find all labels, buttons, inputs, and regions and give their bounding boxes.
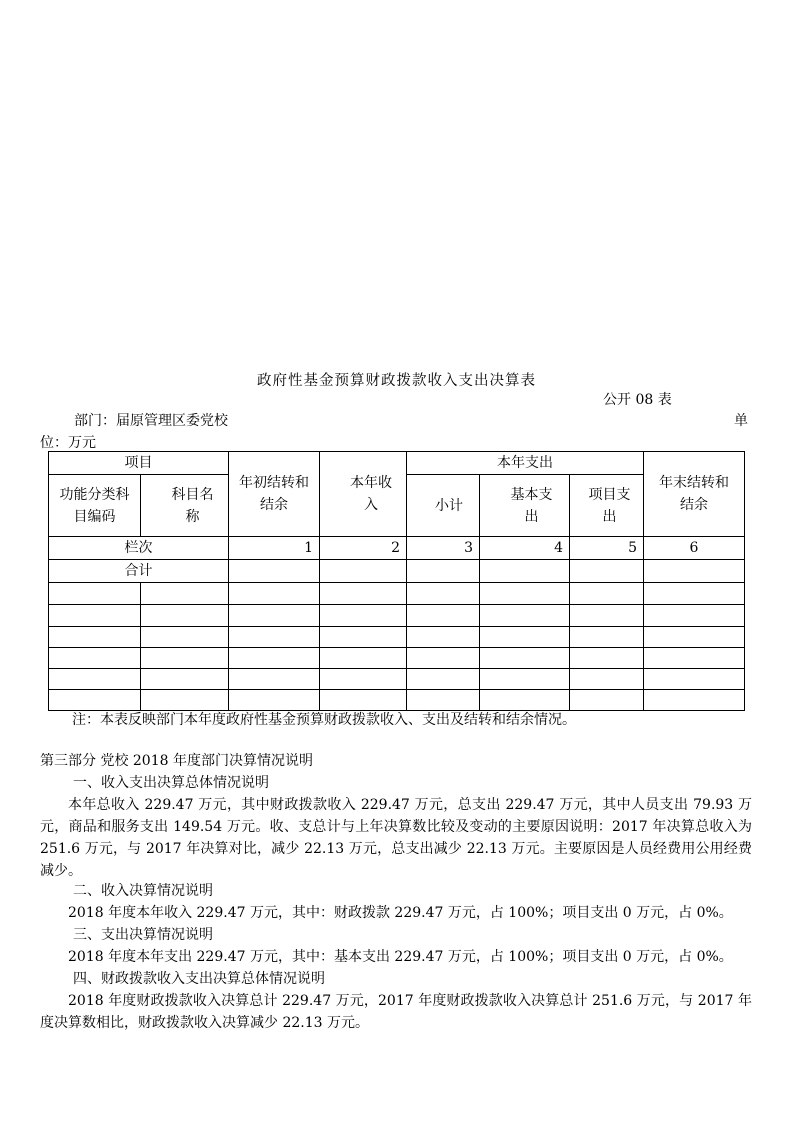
paragraph-3: 2018 年度本年支出 229.47 万元，其中：基本支出 229.47 万元，占 100%；项目支出 0 万元，占 0%。 xyxy=(68,949,733,965)
header-expense: 本年支出 xyxy=(407,452,644,475)
heading-3: 三、支出决算情况说明 xyxy=(73,927,213,943)
paragraph-2: 2018 年度本年收入 229.47 万元，其中：财政拨款 229.47 万元，占 100%；项目支出 0 万元，占 0%。 xyxy=(68,905,733,921)
table-cell xyxy=(570,560,644,583)
table-cell xyxy=(480,560,570,583)
section-heading: 第三部分 党校 2018 年度部门决算情况说明 xyxy=(40,753,313,769)
total-label: 合计 xyxy=(49,560,229,583)
table-note: 注：本表反映部门本年度政府性基金预算财政拨款收入、支出及结转和结余情况。 xyxy=(72,712,576,728)
unit-label-part1: 单 xyxy=(734,413,748,429)
form-number: 公开 08 表 xyxy=(603,392,672,408)
col-number-3: 3 xyxy=(407,537,480,560)
heading-4: 四、财政拨款收入支出决算总体情况说明 xyxy=(73,971,325,987)
header-income: 本年收入 xyxy=(320,452,407,537)
header-func-code: 功能分类科目编码 xyxy=(49,475,141,537)
row-index-label: 栏次 xyxy=(49,537,229,560)
table-title: 政府性基金预算财政拨款收入支出决算表 xyxy=(257,373,536,389)
col-number-4: 4 xyxy=(480,537,570,560)
col-number-5: 5 xyxy=(570,537,644,560)
paragraph-4: 2018 年度财政拨款收入决算总计 229.47 万元，2017 年度财政拨款收入决算总计 251.6 万元，与 2017 年度决算数相比，财政拨款收入决算减少 22.13 万元。 xyxy=(40,993,752,1031)
table-cell xyxy=(407,560,480,583)
department-line: 部门：届原管理区委党校 xyxy=(74,413,228,429)
col-number-6: 6 xyxy=(644,537,745,560)
header-subtotal: 小计 xyxy=(407,475,480,537)
table-row xyxy=(49,605,745,627)
table-row xyxy=(49,669,745,690)
paragraph-1: 本年总收入 229.47 万元，其中财政拨款收入 229.47 万元，总支出 229.47 万元，其中人员支出 79.93 万元，商品和服务支出 149.54 万元。收、支总计与上年决算数比较及变动的主要原因说明：2017 年决算总收入为 251.6 万元，与 2017 年决算对比，减少 22.13 万元，总支出减少 22.13 万元。主要原因是人员经费用公用经费减少。 xyxy=(40,797,752,879)
table-row xyxy=(49,648,745,669)
header-carry-begin: 年初结转和结余 xyxy=(229,452,320,537)
header-item: 项目 xyxy=(49,452,229,475)
table-row xyxy=(49,627,745,648)
header-carry-end: 年末结转和结余 xyxy=(644,452,745,537)
col-number-2: 2 xyxy=(320,537,407,560)
header-project: 项目支出 xyxy=(570,475,644,537)
table-cell xyxy=(229,560,320,583)
heading-2: 二、收入决算情况说明 xyxy=(73,883,213,899)
header-subject-name: 科目名称 xyxy=(141,475,229,537)
col-number-1: 1 xyxy=(229,537,320,560)
table-cell xyxy=(644,560,745,583)
table-row xyxy=(49,583,745,605)
fund-budget-table xyxy=(48,451,745,711)
table-row xyxy=(49,690,745,711)
unit-label-part2: 位：万元 xyxy=(40,435,96,451)
heading-1: 一、收入支出决算总体情况说明 xyxy=(73,775,269,791)
table-cell xyxy=(320,560,407,583)
header-basic: 基本支出 xyxy=(480,475,570,537)
